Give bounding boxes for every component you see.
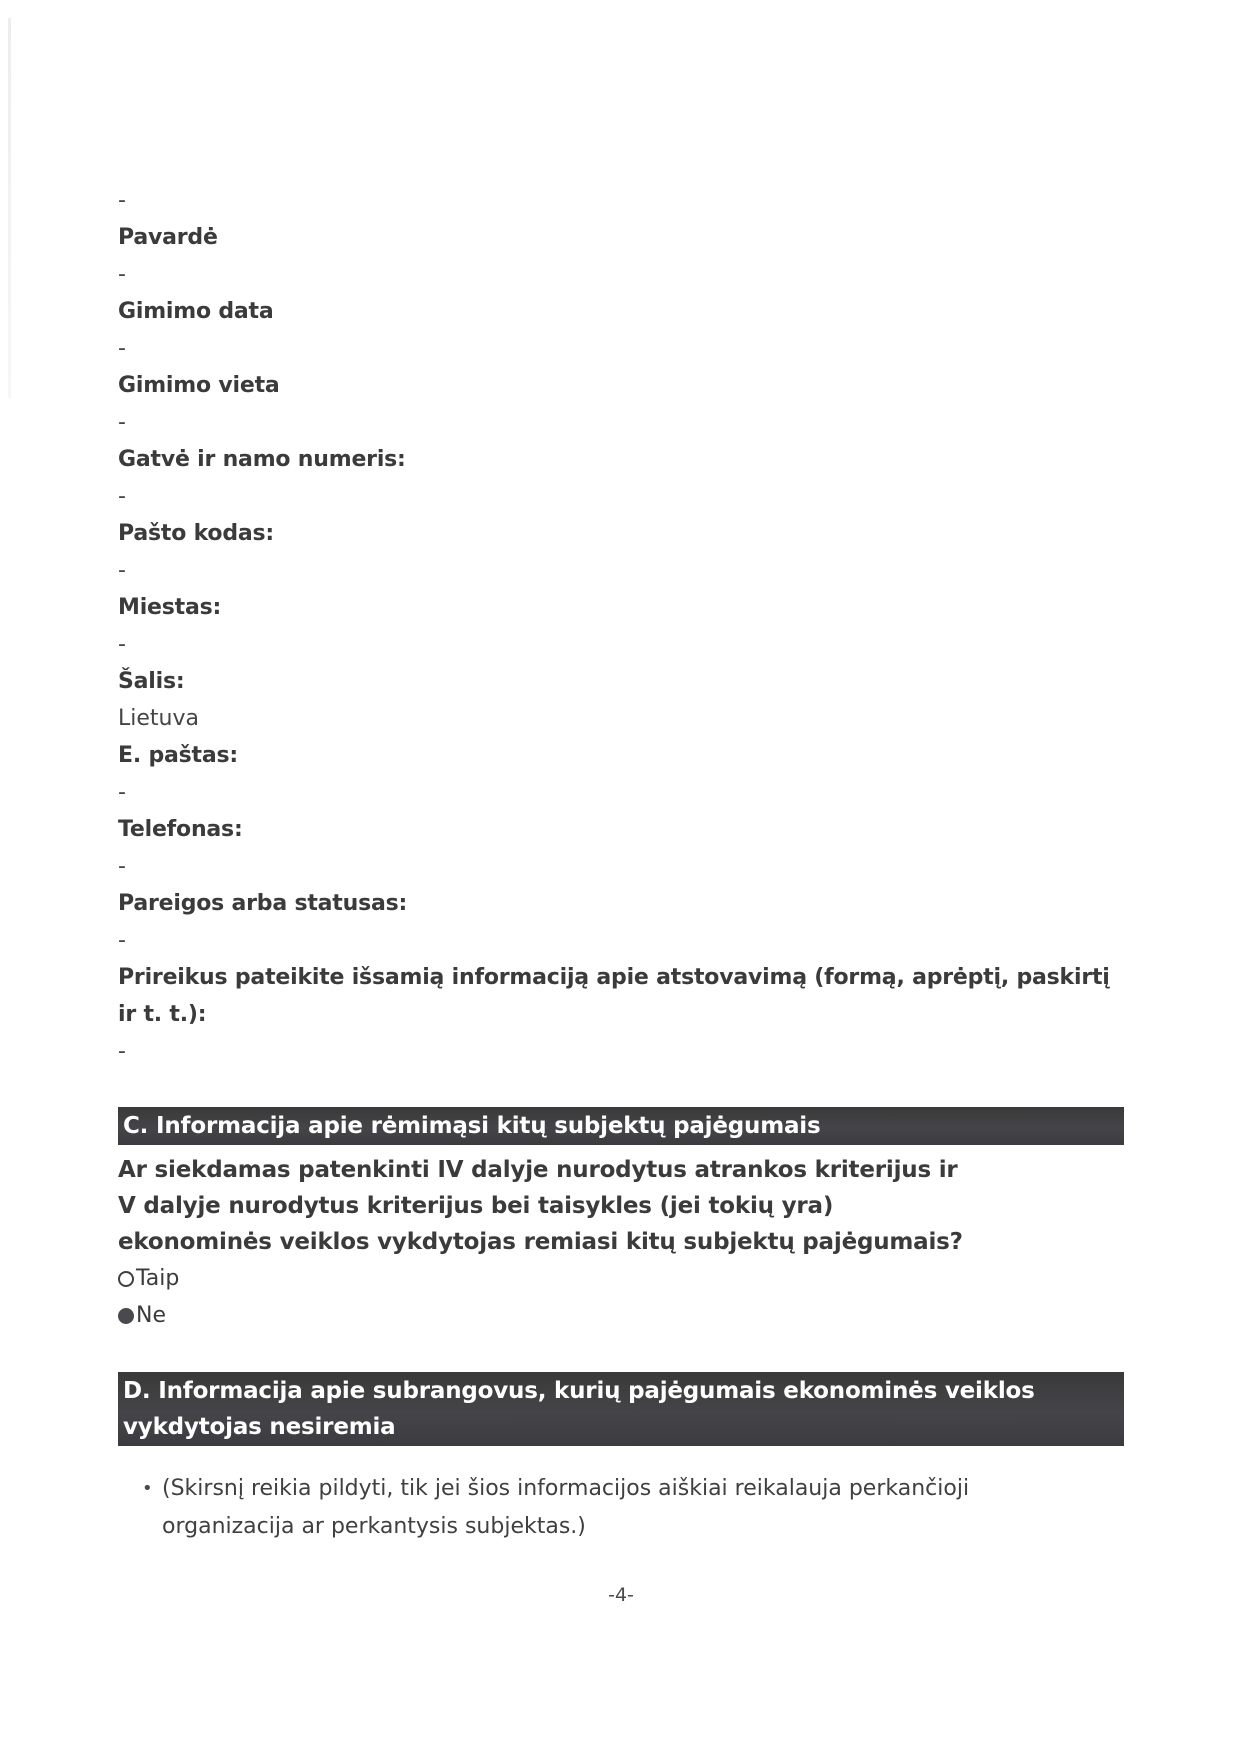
radio-unselected-icon (118, 1271, 134, 1287)
field-value: - (118, 336, 126, 361)
field-value: - (118, 928, 126, 953)
field-value: - (118, 632, 126, 657)
field-value: - (118, 484, 126, 509)
field-value: - (118, 188, 126, 213)
field-label: Gatvė ir namo numeris: (118, 447, 406, 472)
section-d-title: D. Informacija apie subrangovus, kurių pajėgumais ekonominės veiklos vykdytojas nesiremia (123, 1378, 1035, 1440)
field-label: Gimimo vieta (118, 373, 280, 398)
field-label: Prireikus pateikite išsamią informaciją apie atstovavimą (formą, aprėptį, paskirtį ir t. t.): (118, 965, 1118, 1027)
page-number: -4- (608, 1584, 634, 1606)
field-value: - (118, 558, 126, 583)
field-value: - (118, 262, 126, 287)
radio-label: Ne (136, 1303, 166, 1328)
field-label: Telefonas: (118, 817, 243, 842)
bullet-icon: • (142, 1478, 153, 1499)
field-value: Lietuva (118, 706, 199, 731)
field-label: Pareigos arba statusas: (118, 891, 408, 916)
field-label: Šalis: (118, 669, 185, 694)
radio-label: Taip (136, 1266, 180, 1291)
section-c-question: Ar siekdamas patenkinti IV dalyje nurodytus atrankos kriterijus ir V dalyje nurodytus kriterijus bei taisykles (jei tokių yra) ekonominės veiklos vykdytojas remiasi kitų subjektų pajėgumais? (118, 1157, 963, 1255)
section-c-header (118, 1107, 1124, 1145)
radio-option-taip (118, 1260, 1124, 1297)
section-d-note (118, 1470, 1124, 1546)
document-page (118, 182, 1124, 1606)
section-c-title: C. Informacija apie rėmimąsi kitų subjektų pajėgumais (123, 1113, 821, 1139)
field-value: - (118, 780, 126, 805)
field-label: E. paštas: (118, 743, 238, 768)
note-text: (Skirsnį reikia pildyti, tik jei šios informacijos aiškiai reikalauja perkančioji organizacija ar perkantysis subjektas.) (162, 1476, 970, 1539)
radio-selected-icon (118, 1308, 134, 1324)
radio-option-ne (118, 1297, 1124, 1334)
field-label: Gimimo data (118, 299, 274, 324)
scan-artifact-line (8, 18, 11, 398)
field-label: Pašto kodas: (118, 521, 275, 546)
field-value: - (118, 854, 126, 879)
field-label: Pavardė (118, 225, 218, 250)
field-value: - (118, 1039, 126, 1064)
field-label: Miestas: (118, 595, 222, 620)
field-value: - (118, 410, 126, 435)
section-d-header (118, 1372, 1124, 1446)
